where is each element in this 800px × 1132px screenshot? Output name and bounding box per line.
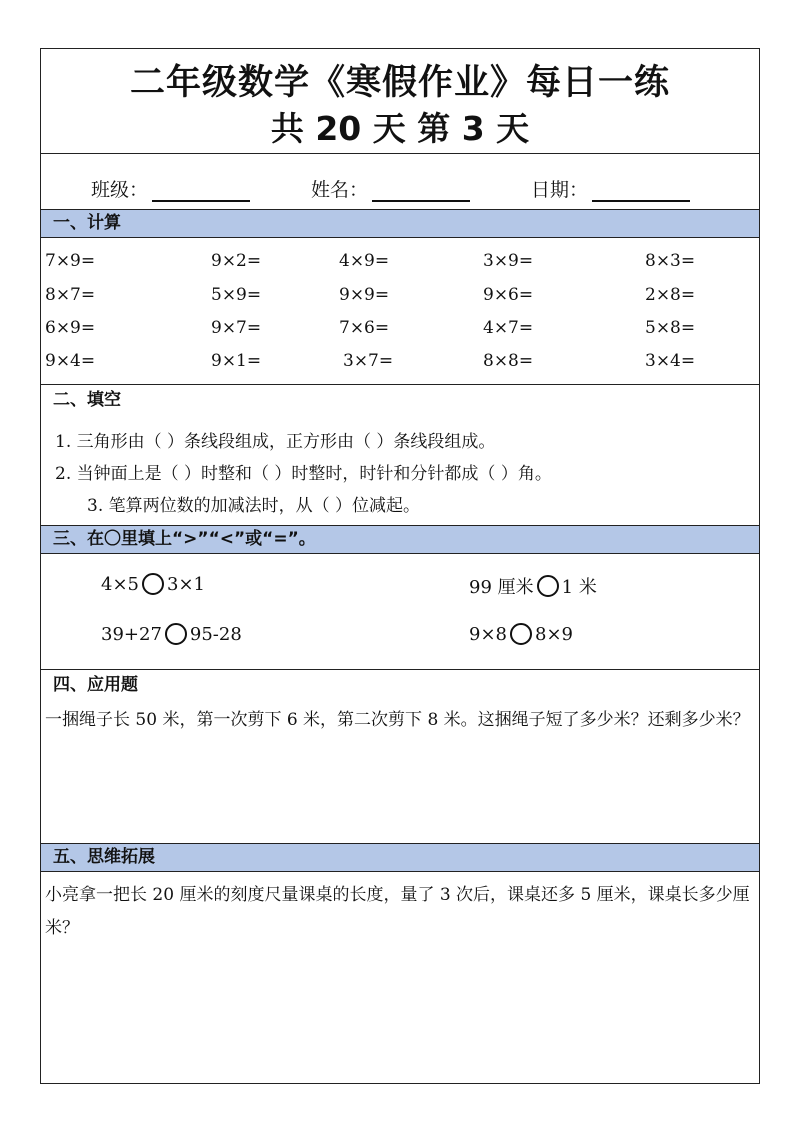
section-calc-header: 一、计算 bbox=[41, 209, 759, 238]
compare-right: 3×1 bbox=[167, 573, 205, 595]
class-field[interactable] bbox=[91, 175, 250, 202]
worksheet bbox=[40, 48, 760, 1084]
calc-item: 3×9= bbox=[483, 251, 534, 271]
calc-item: 4×9= bbox=[339, 251, 390, 271]
fill-item: 2. 当钟面上是（ ）时整和（ ）时整时，时针和分针都成（ ）角。 bbox=[55, 464, 552, 484]
fill-item: 3. 笔算两位数的加减法时，从（ ）位减起。 bbox=[87, 496, 421, 516]
section-thinking-header: 五、思维拓展 bbox=[41, 843, 759, 872]
apply-problem-text: 一捆绳子长 50 米，第一次剪下 6 米，第二次剪下 8 米。这捆绳子短了多少米？还剩多少米？ bbox=[45, 710, 750, 730]
calc-item: 8×8= bbox=[483, 351, 534, 371]
page-title: 二年级数学《寒假作业》每日一练 bbox=[129, 63, 670, 103]
compare-item bbox=[101, 623, 242, 645]
compare-item bbox=[469, 623, 573, 645]
calc-item: 8×7= bbox=[45, 285, 96, 305]
calc-item: 7×6= bbox=[339, 318, 390, 338]
calc-item: 5×9= bbox=[211, 285, 262, 305]
compare-circle[interactable] bbox=[165, 623, 187, 645]
calc-item: 4×7= bbox=[483, 318, 534, 338]
section-apply-header: 四、应用题 bbox=[41, 669, 759, 699]
calc-item: 3×4= bbox=[645, 351, 696, 371]
compare-item bbox=[101, 573, 205, 595]
compare-left: 9×8 bbox=[469, 623, 507, 645]
compare-circle[interactable] bbox=[537, 575, 559, 597]
fill-item: 1. 三角形由（ ）条线段组成，正方形由（ ）条线段组成。 bbox=[55, 432, 496, 452]
calc-item: 9×9= bbox=[339, 285, 390, 305]
name-blank[interactable] bbox=[372, 180, 470, 202]
class-label: 班级： bbox=[91, 179, 149, 201]
name-field[interactable] bbox=[311, 175, 470, 202]
calc-item: 2×8= bbox=[645, 285, 696, 305]
thinking-problem-text: 小亮拿一把长 20 厘米的刻度尺量课桌的长度，量了 3 次后，课桌还多 5 厘米，课桌长多少厘米？ bbox=[45, 885, 750, 938]
calc-item: 8×3= bbox=[645, 251, 696, 271]
section-fill-header: 二、填空 bbox=[41, 384, 759, 414]
compare-left: 4×5 bbox=[101, 573, 139, 595]
compare-right: 1 米 bbox=[561, 577, 597, 598]
date-label: 日期： bbox=[531, 179, 589, 201]
student-info-row bbox=[41, 153, 759, 209]
calc-item: 9×2= bbox=[211, 251, 262, 271]
compare-circle[interactable] bbox=[510, 623, 532, 645]
date-blank[interactable] bbox=[592, 180, 690, 202]
calc-item: 9×1= bbox=[211, 351, 262, 371]
calc-item: 3×7= bbox=[343, 351, 394, 371]
compare-right: 8×9 bbox=[535, 623, 573, 645]
name-label: 姓名： bbox=[311, 179, 369, 201]
calc-item: 6×9= bbox=[45, 318, 96, 338]
title-box bbox=[41, 49, 759, 154]
date-field[interactable] bbox=[531, 175, 690, 202]
section-compare-header: 三、在〇里填上“>”“<”或“=”。 bbox=[41, 525, 759, 554]
compare-item bbox=[469, 573, 597, 599]
calc-item: 9×6= bbox=[483, 285, 534, 305]
compare-left: 99 厘米 bbox=[469, 577, 534, 598]
calc-item: 9×7= bbox=[211, 318, 262, 338]
compare-right: 95-28 bbox=[189, 623, 242, 645]
calc-item: 5×8= bbox=[645, 318, 696, 338]
class-blank[interactable] bbox=[152, 180, 250, 202]
calc-item: 7×9= bbox=[45, 251, 96, 271]
page-subtitle: 共 20 天 第 3 天 bbox=[270, 109, 530, 148]
compare-left: 39+27 bbox=[101, 623, 162, 645]
compare-circle[interactable] bbox=[142, 573, 164, 595]
calc-item: 9×4= bbox=[45, 351, 96, 371]
